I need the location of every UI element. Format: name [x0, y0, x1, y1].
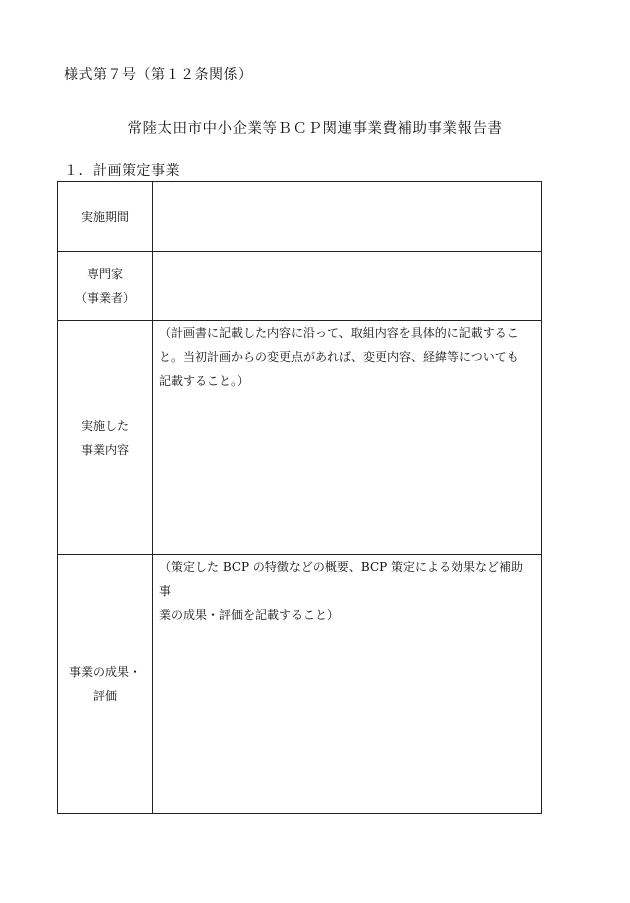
label-text: 実施した	[80, 418, 129, 433]
label-text: 評価	[92, 689, 117, 703]
label-results-evaluation	[58, 555, 153, 814]
table-row-implementation-period	[58, 182, 542, 252]
instruction-line: 記載すること。）	[159, 374, 250, 388]
implementation-period-field[interactable]	[153, 182, 542, 252]
label-expert	[58, 252, 153, 321]
instruction-line: と。当初計画からの変更点があれば、変更内容、経緯等についても	[159, 350, 519, 364]
instruction-line: 業の成果・評価を記載すること）	[159, 608, 340, 622]
label-text: 専門家	[86, 267, 123, 281]
table-row-results-evaluation	[58, 555, 542, 814]
document-title: 常陸太田市中小企業等ＢＣＰ関連事業費補助事業報告書	[127, 121, 503, 137]
label-text: （事業者）	[74, 291, 135, 305]
instruction-text	[153, 321, 541, 393]
label-text: 実施期間	[80, 209, 129, 224]
label-implementation-period	[58, 182, 153, 252]
implemented-content-field[interactable]	[153, 321, 542, 555]
instruction-text	[153, 555, 541, 627]
instruction-line: （策定した BCP の特徴などの概要、BCP 策定による効果など補助事	[159, 560, 524, 598]
table-row-expert	[58, 252, 542, 321]
form-number-label: 様式第７号（第１２条関係）	[64, 67, 253, 83]
section-heading: １．計画策定事業	[64, 163, 180, 179]
label-text: 事業内容	[80, 442, 129, 457]
instruction-line: （計画書に記載した内容に沿って、取組内容を具体的に記載するこ	[159, 326, 519, 340]
table-row-implemented-content	[58, 321, 542, 555]
expert-field[interactable]	[153, 252, 542, 321]
report-table	[57, 181, 542, 814]
label-text: 事業の成果・	[68, 665, 141, 679]
results-evaluation-field[interactable]	[153, 555, 542, 814]
label-implemented-content	[58, 321, 153, 555]
